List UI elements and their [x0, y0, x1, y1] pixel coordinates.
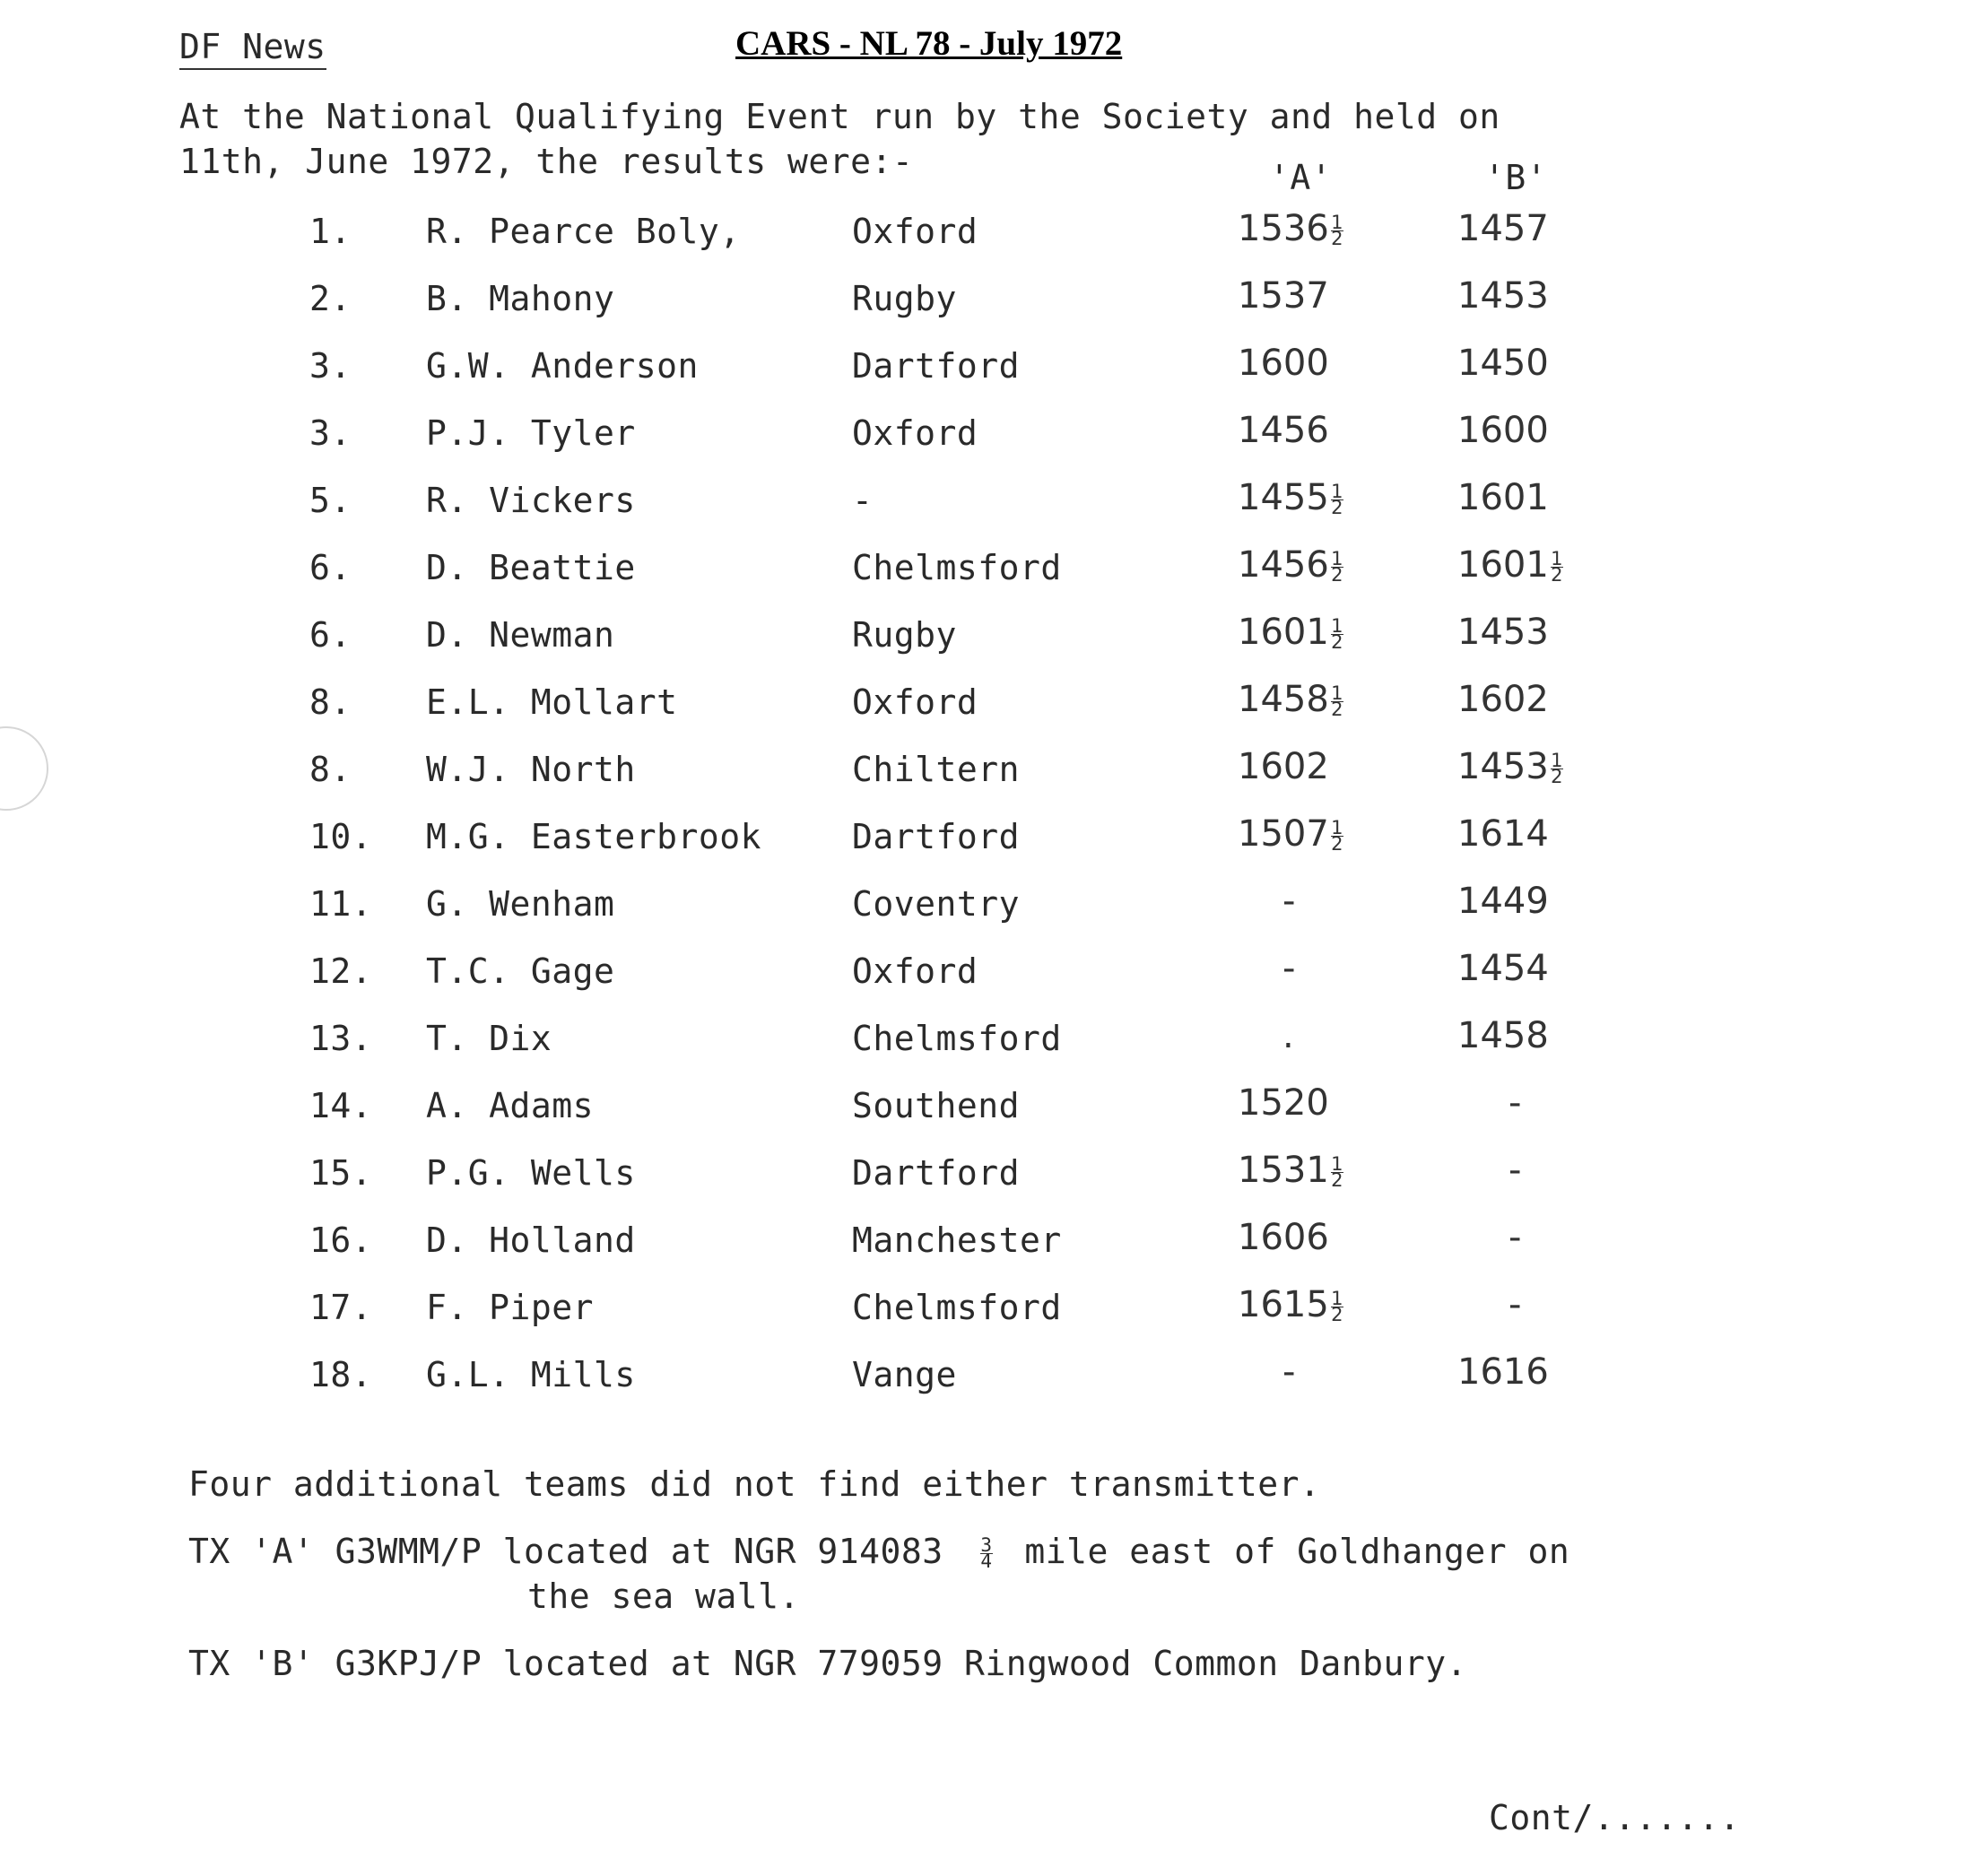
half-denominator: 2	[1551, 765, 1563, 787]
score-b-value: 1449	[1457, 881, 1549, 922]
result-name: E.L. Mollart	[426, 682, 678, 722]
score-a-value: .	[1282, 1015, 1294, 1056]
half-fraction	[1331, 1152, 1343, 1191]
score-a-value: 1600	[1238, 343, 1329, 384]
result-rank: 3.	[309, 346, 352, 386]
score-b	[1457, 208, 1549, 249]
result-club: Oxford	[852, 413, 978, 453]
half-numerator: 1	[1331, 682, 1343, 704]
score-b	[1509, 1217, 1521, 1258]
half-denominator: 2	[1331, 1303, 1343, 1325]
tx-a-frac-num: 3	[980, 1534, 993, 1556]
result-rank: 2.	[309, 279, 352, 318]
result-name: W.J. North	[426, 750, 636, 789]
result-name: P.J. Tyler	[426, 413, 636, 453]
half-denominator: 2	[1331, 630, 1343, 653]
result-name: G. Wenham	[426, 884, 615, 924]
additional-teams-note: Four additional teams did not find either transmitter.	[188, 1464, 1321, 1504]
result-club: Vange	[852, 1355, 957, 1394]
score-a	[1238, 1217, 1329, 1258]
result-rank: 8.	[309, 750, 352, 789]
score-a	[1238, 544, 1343, 586]
score-b	[1457, 948, 1549, 989]
result-rank: 15.	[309, 1153, 373, 1193]
score-b-value: 1601	[1457, 477, 1549, 518]
score-b	[1457, 544, 1563, 586]
result-rank: 1.	[309, 212, 352, 251]
result-rank: 16.	[309, 1220, 373, 1260]
score-a	[1238, 679, 1343, 720]
score-a	[1238, 1082, 1329, 1124]
score-a-value: -	[1282, 948, 1296, 989]
half-fraction	[1331, 682, 1343, 720]
half-denominator: 2	[1331, 496, 1343, 518]
result-name: F. Piper	[426, 1288, 595, 1327]
score-a	[1238, 410, 1329, 451]
score-a-value: 1456	[1238, 410, 1329, 451]
result-club: Oxford	[852, 951, 978, 991]
result-club: Chelmsford	[852, 548, 1062, 587]
score-b	[1457, 746, 1563, 787]
half-fraction	[1331, 816, 1343, 855]
score-a-value: 1458	[1238, 679, 1329, 720]
score-a	[1238, 1150, 1343, 1191]
score-a-value: 1507	[1238, 813, 1329, 855]
tx-a-fraction	[980, 1534, 993, 1572]
score-a	[1238, 813, 1343, 855]
half-numerator: 1	[1331, 547, 1343, 569]
result-rank: 3.	[309, 413, 352, 453]
score-a	[1238, 1284, 1343, 1325]
half-fraction	[1331, 480, 1343, 518]
half-fraction	[1331, 211, 1343, 249]
score-a	[1282, 1015, 1294, 1056]
score-a	[1238, 275, 1329, 317]
tx-a-line-2: the sea wall.	[527, 1576, 800, 1616]
score-b-value: 1450	[1457, 343, 1549, 384]
result-rank: 10.	[309, 817, 373, 856]
score-a-value: 1606	[1238, 1217, 1329, 1258]
tx-a-frac-den: 4	[980, 1550, 993, 1572]
score-a-value: 1456	[1238, 544, 1329, 586]
result-rank: 18.	[309, 1355, 373, 1394]
continued-marker: Cont/.......	[1489, 1798, 1741, 1837]
half-fraction	[1551, 749, 1563, 787]
score-b	[1509, 1150, 1521, 1191]
punch-hole	[0, 726, 48, 811]
score-b-value: 1453	[1457, 612, 1549, 653]
result-rank: 6.	[309, 615, 352, 655]
intro-line-2: 11th, June 1972, the results were:-	[179, 142, 914, 181]
result-rank: 6.	[309, 548, 352, 587]
score-a-value: -	[1282, 881, 1296, 922]
result-name: A. Adams	[426, 1086, 595, 1125]
score-a-value: 1455	[1238, 477, 1329, 518]
score-b-value: -	[1509, 1284, 1522, 1325]
score-b-value: 1453	[1457, 746, 1549, 787]
score-b-value: 1601	[1457, 544, 1549, 586]
result-club: Dartford	[852, 346, 1021, 386]
half-numerator: 1	[1331, 1287, 1343, 1309]
half-fraction	[1331, 1287, 1343, 1325]
score-b-value: 1600	[1457, 410, 1549, 451]
section-heading: DF News	[179, 27, 326, 70]
result-rank: 8.	[309, 682, 352, 722]
result-name: T.C. Gage	[426, 951, 615, 991]
score-b	[1457, 410, 1549, 451]
result-club: Manchester	[852, 1220, 1062, 1260]
half-denominator: 2	[1331, 563, 1343, 586]
score-b	[1509, 1082, 1521, 1124]
result-club: Southend	[852, 1086, 1021, 1125]
half-numerator: 1	[1331, 211, 1343, 233]
result-club: Chiltern	[852, 750, 1021, 789]
result-club: Dartford	[852, 1153, 1021, 1193]
score-b-value: 1457	[1457, 208, 1549, 249]
score-b-value: 1616	[1457, 1351, 1549, 1393]
result-club: Rugby	[852, 615, 957, 655]
result-club: Rugby	[852, 279, 957, 318]
score-a	[1238, 208, 1343, 249]
score-b	[1457, 343, 1549, 384]
tx-b-line: TX 'B' G3KPJ/P located at NGR 779059 Ringwood Common Danbury.	[188, 1644, 1468, 1683]
result-rank: 17.	[309, 1288, 373, 1327]
score-b	[1457, 612, 1549, 653]
intro-line-1: At the National Qualifying Event run by the Society and held on	[179, 97, 1500, 136]
half-fraction	[1331, 614, 1343, 653]
score-b-value: -	[1509, 1082, 1522, 1124]
column-b-header: 'B'	[1484, 158, 1548, 197]
result-name: D. Holland	[426, 1220, 636, 1260]
score-a	[1282, 948, 1295, 989]
score-b	[1457, 477, 1549, 518]
half-numerator: 1	[1551, 749, 1563, 771]
score-b-value: 1602	[1457, 679, 1549, 720]
result-club: Oxford	[852, 682, 978, 722]
score-b	[1457, 1015, 1549, 1056]
score-a-value: 1531	[1238, 1150, 1329, 1191]
score-b-value: -	[1509, 1150, 1522, 1191]
result-name: T. Dix	[426, 1019, 552, 1058]
result-club: Oxford	[852, 212, 978, 251]
tx-a-line-1	[188, 1532, 1569, 1571]
half-denominator: 2	[1331, 698, 1343, 720]
result-name: G.L. Mills	[426, 1355, 636, 1394]
score-a-value: 1602	[1238, 746, 1329, 787]
half-denominator: 2	[1331, 832, 1343, 855]
half-fraction	[1331, 547, 1343, 586]
score-b-value: -	[1509, 1217, 1522, 1258]
result-rank: 11.	[309, 884, 373, 924]
half-denominator: 2	[1331, 227, 1343, 249]
half-numerator: 1	[1331, 614, 1343, 637]
half-numerator: 1	[1551, 547, 1563, 569]
score-a	[1238, 746, 1329, 787]
score-a-value: 1536	[1238, 208, 1329, 249]
result-rank: 13.	[309, 1019, 373, 1058]
half-numerator: 1	[1331, 816, 1343, 838]
score-b	[1457, 679, 1549, 720]
result-rank: 5.	[309, 481, 352, 520]
half-numerator: 1	[1331, 1152, 1343, 1175]
half-numerator: 1	[1331, 480, 1343, 502]
score-b	[1457, 881, 1549, 922]
score-a	[1238, 477, 1343, 518]
half-fraction	[1551, 547, 1563, 586]
score-a	[1238, 612, 1343, 653]
score-b-value: 1454	[1457, 948, 1549, 989]
score-a-value: -	[1282, 1351, 1296, 1393]
score-b-value: 1614	[1457, 813, 1549, 855]
result-club: Coventry	[852, 884, 1021, 924]
score-a	[1238, 343, 1329, 384]
result-name: D. Newman	[426, 615, 615, 655]
result-club: Dartford	[852, 817, 1021, 856]
score-b-value: 1458	[1457, 1015, 1549, 1056]
tx-a-suffix: mile east of Goldhanger on	[1024, 1532, 1570, 1571]
result-club: -	[852, 481, 874, 520]
tx-a-prefix: TX 'A' G3WMM/P located at NGR 914083	[188, 1532, 943, 1571]
result-name: R. Pearce Boly,	[426, 212, 741, 251]
score-a-value: 1615	[1238, 1284, 1329, 1325]
page-header: CARS - NL 78 - July 1972	[735, 24, 1123, 63]
column-a-header: 'A'	[1269, 158, 1333, 197]
score-b	[1457, 813, 1549, 855]
result-name: G.W. Anderson	[426, 346, 699, 386]
half-denominator: 2	[1551, 563, 1563, 586]
score-a-value: 1537	[1238, 275, 1329, 317]
result-name: D. Beattie	[426, 548, 636, 587]
result-rank: 14.	[309, 1086, 373, 1125]
result-club: Chelmsford	[852, 1019, 1062, 1058]
score-b	[1457, 1351, 1549, 1393]
score-b-value: 1453	[1457, 275, 1549, 317]
result-name: M.G. Easterbrook	[426, 817, 762, 856]
result-name: P.G. Wells	[426, 1153, 636, 1193]
score-a	[1282, 881, 1295, 922]
score-a-value: 1520	[1238, 1082, 1329, 1124]
half-denominator: 2	[1331, 1168, 1343, 1191]
score-b	[1509, 1284, 1521, 1325]
result-rank: 12.	[309, 951, 373, 991]
result-name: R. Vickers	[426, 481, 636, 520]
score-a	[1282, 1351, 1295, 1393]
score-b	[1457, 275, 1549, 317]
score-a-value: 1601	[1238, 612, 1329, 653]
result-name: B. Mahony	[426, 279, 615, 318]
result-club: Chelmsford	[852, 1288, 1062, 1327]
